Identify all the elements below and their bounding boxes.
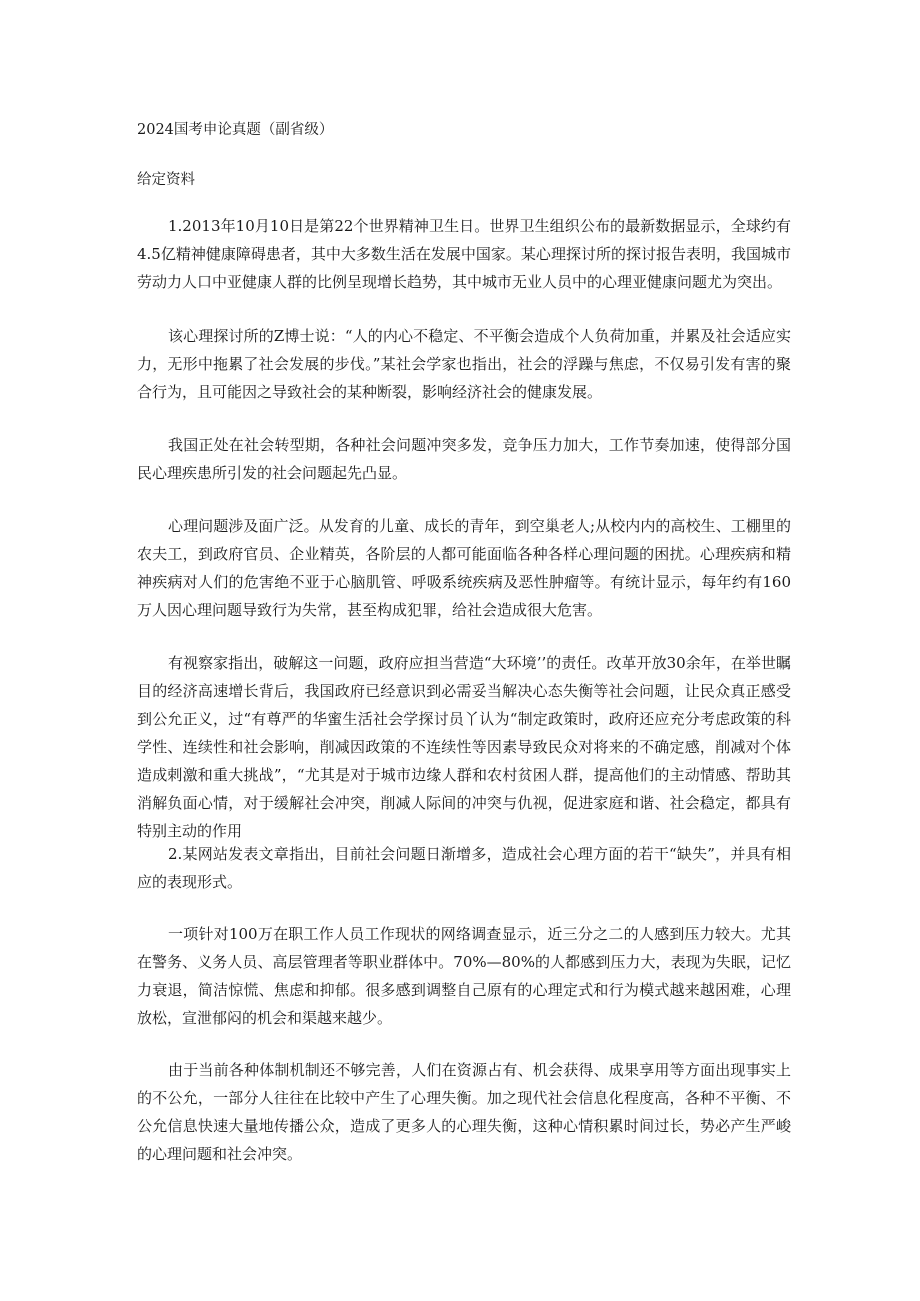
paragraph-2: 该心理探讨所的Z博士说：“人的内心不稳定、不平衡会造成个人负荷加重，并累及社会适应实力，无形中拖累了社会发展的步伐。”某社会学家也指出，社会的浮躁与焦虑，不仅易引发有害的聚合行为，且可能因之导致社会的某种断裂，影响经济社会的健康发展。 bbox=[137, 327, 791, 401]
paragraph-1: 1.2013年10月10日是第22个世界精神卫生日。世界卫生组织公布的最新数据显示，全球约有4.5亿精神健康障碍患者，其中大多数生活在发展中国家。某心理探讨所的探讨报告表明，我国城市劳动力人口中亚健康人群的比例呈现增长趋势，其中城市无业人员中的心理亚健康问题尤为突出。 bbox=[137, 217, 791, 291]
paragraph-4: 心理问题涉及面广泛。从发育的儿童、成长的青年，到空巢老人;从校内内的高校生、工棚里的农夫工，到政府官员、企业精英，各阶层的人都可能面临各种各样心理问题的困扰。心理疾病和精神疾病对人们的危害绝不亚于心脑肌管、呼吸系统疾病及恶性肿瘤等。有统计显示，每年约有160万人因心理问题导致行为失常，甚至构成犯罪，给社会造成很大危害。 bbox=[137, 517, 791, 619]
section-heading: 给定资料 bbox=[137, 172, 195, 188]
paragraph-3: 我国正处在社会转型期，各种社会问题冲突多发，竞争压力加大，工作节奏加速，使得部分国民心理疾患所引发的社会问题起先凸显。 bbox=[137, 436, 791, 482]
paragraph-7: 一项针对100万在职工作人员工作现状的网络调查显示，近三分之二的人感到压力较大。尤其在警务、义务人员、高层管理者等职业群体中。70%—80%的人都感到压力大，表现为失眠，记忆力衰退，简洁惊慌、焦虑和抑郁。很多感到调整自己原有的心理定式和行为模式越来越困难，心理放松，宣泄郁闷的机会和渠越来越少。 bbox=[137, 925, 791, 1027]
paragraph-8: 由于当前各种体制机制还不够完善，人们在资源占有、机会获得、成果享用等方面出现事实上的不公允，一部分人往往在比较中产生了心理失衡。加之现代社会信息化程度高，各种不平衡、不公允信息快速大量地传播公众，造成了更多人的心理失衡，这种心情积累时间过长，势必产生严峻的心理问题和社会冲突。 bbox=[137, 1061, 791, 1163]
paragraph-6: 2.某网站发表文章指出，目前社会问题日渐增多，造成社会心理方面的若干“缺失”，并具有相应的表现形式。 bbox=[137, 845, 791, 891]
paragraph-5: 有视察家指出，破解这一问题，政府应担当营造“大环境’’的责任。改革开放30余年，在举世瞩目的经济高速增长背后，我国政府已经意识到必需妥当解决心态失衡等社会问题，让民众真正感受到公允正义，过“有尊严的华蜜生活社会学探讨员丫认为“制定政策时，政府还应充分考虑政策的科学性、连续性和社会影响，削减因政策的不连续性等因素导致民众对将来的不确定感，削减对个体造成剌激和重大挑战”，“尤其是对于城市边缘人群和农村贫困人群，提高他们的主动情感、帮助其消解负面心情，对于缓解社会冲突，削减人际间的冲突与仇视，促进家庭和谐、社会稳定，都具有特别主动的作用 bbox=[137, 654, 791, 840]
document-title: 2024国考申论真题（副省级） bbox=[137, 122, 334, 138]
